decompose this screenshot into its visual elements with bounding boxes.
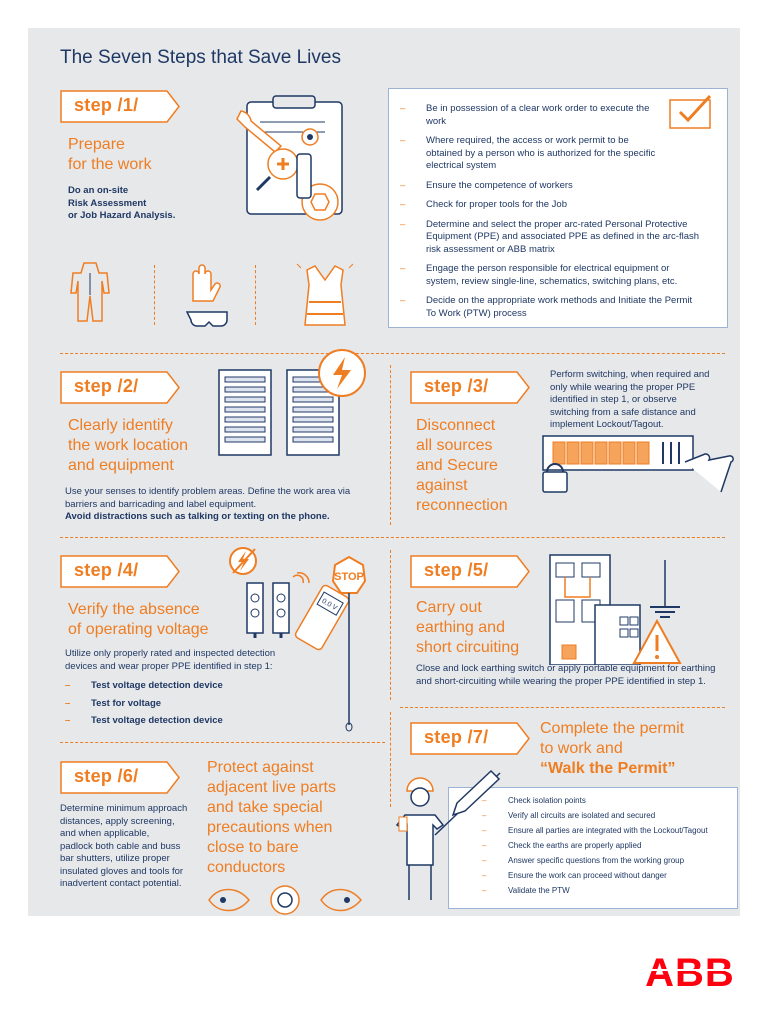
meter-readout: 0.0 V [320,597,339,613]
step1-subtext [68,185,175,223]
step4-heading [68,600,209,640]
step5-heading-line: short circuiting [416,639,520,656]
insulated-tools-illustration [205,880,365,920]
step1-subtext-line: or Job Hazard Analysis. [68,210,176,221]
section-divider [60,742,385,743]
step4-heading-line: Verify the absence [68,601,200,618]
abb-logo-text: ABB [645,951,735,992]
step2-heading-line: the work location [68,437,189,454]
step1-label: step /1/ [74,95,139,115]
section-divider [400,707,725,708]
checklist-item: – Verify all circuits are isolated and secured [482,811,732,821]
earthing-switchgear-illustration [540,545,690,665]
step2-body-bold: Avoid distractions such as talking or texting on the phone. [65,511,330,522]
step5-label: step /5/ [424,560,489,580]
step6-body-line: distances, apply screening, [60,815,175,827]
step6-body-line: and when applicable, [60,828,150,839]
step3-heading-line: Disconnect [416,417,496,434]
step6-label: step /6/ [74,766,139,786]
checklist-item: – Ensure all parties are integrated with the Lockout/Tagout [482,826,732,836]
checklist-item: – Decide on the appropriate work methods and Initiate the Permit To Work (PTW) process [400,295,700,320]
step1-heading-line: Prepare [68,136,125,153]
step4-tag [60,555,180,588]
ppe-divider [255,265,256,325]
checklist-item: – Ensure the work can proceed without danger [482,871,732,881]
step6-body-line: insulated gloves and tools for [60,865,184,877]
step4-body: Utilize only properly rated and inspected detection devices and wear proper PPE identified in step 1: [65,648,276,672]
checklist-item: – Determine and select the proper arc-rated Personal Protective Equipment (PPE) and associated PPE as defined in the arc-flash risk assessment or ABB matrix [400,219,700,257]
step3-heading-line: all sources [416,437,493,454]
checklist-item: – Validate the PTW [482,886,732,896]
step2-heading-line: Clearly identify [68,417,173,434]
step6-heading-line: Protect against [207,759,314,776]
column-divider [390,365,391,525]
abb-logo [640,950,740,992]
checklist-item: – Test for voltage [65,698,265,711]
step4-label: step /4/ [74,560,139,580]
checklist-item: – Ensure the competence of workers [400,180,700,193]
checklist-item: – Test voltage detection device [65,680,265,693]
checklist-item: – Check isolation points [482,796,732,806]
column-divider [390,712,391,807]
voltage-tester-illustration [225,543,380,733]
column-divider [390,550,391,700]
step3-body: Perform switching, when required and only while wearing the proper PPE identified in step 1, or observe switching from a safe distance and implement Lockout/Tagout. [550,369,710,430]
step2-heading-line: and equipment [68,457,174,474]
step1-checklist [400,103,700,320]
step6-heading [207,758,336,878]
checklist-item: – Where required, the access or work permit to be obtained by a person who is authorized for the specific electrical system [400,135,700,173]
switchgear-cabinets-illustration [215,345,375,460]
page-title: The Seven Steps that Save Lives [60,47,341,68]
step1-subtext-line: Do an on-site [68,185,129,196]
step3-heading-line: and Secure [416,457,498,474]
step7-heading [540,719,684,779]
step4-heading-line: of operating voltage [68,621,209,638]
checklist-item: – Check the earths are properly applied [482,841,732,851]
clipboard-tools-illustration [225,92,375,222]
step1-tag [60,90,180,123]
step7-tag [410,722,530,755]
step1-heading-line: for the work [68,156,152,173]
step7-heading-line: Complete the permit [540,720,685,737]
gloves-goggles-icon [185,262,233,332]
step7-label: step /7/ [424,727,489,747]
step5-heading [416,598,519,658]
step2-label: step /2/ [74,376,139,396]
section-divider [60,353,725,354]
checklist-item: – Check for proper tools for the Job [400,199,700,212]
step6-body-line: bar shutters, utilize proper [60,853,170,864]
checklist-item: – Engage the person responsible for electrical equipment or system, review single-line, schematics, switching plans, etc. [400,263,700,288]
step1-subtext-line: Risk Assessment [68,197,147,209]
step3-heading-line: against [416,477,468,494]
step6-heading-line: close to bare [207,839,299,856]
step3-tag [410,371,530,404]
step6-heading-line: conductors [207,859,286,876]
step6-body-line: inadvertent contact potential. [60,878,182,889]
ppe-coverall-icon [70,260,110,325]
step2-heading [68,416,188,476]
step6-heading-line: and take special [207,799,323,816]
step2-body-text: Use your senses to identify problem areas. Define the work area via barriers and barricading and label equipment. [65,486,351,510]
section-divider [60,537,725,538]
step5-tag [410,555,530,588]
step1-heading [68,135,152,175]
step3-heading-line: reconnection [416,497,508,514]
step7-heading-line: to work and [540,740,623,757]
checklist-item: – Test voltage detection device [65,715,265,728]
step5-heading-line: Carry out [416,599,482,616]
step2-tag [60,371,180,404]
step3-label: step /3/ [424,376,489,396]
step6-body-line: Determine minimum approach [60,803,188,814]
checklist-item: – Answer specific questions from the working group [482,856,732,866]
step3-heading [416,416,508,516]
step2-body [65,486,365,524]
step7-checklist [482,796,732,896]
step6-body [60,803,210,891]
step7-heading-bold: “Walk the Permit” [540,760,676,777]
step5-heading-line: earthing and [416,619,505,636]
step6-tag [60,761,180,794]
step6-heading-line: adjacent live parts [207,779,336,796]
step6-heading-line: precautions when [207,819,333,836]
checklist-item: – Be in possession of a clear work order to execute the work [400,103,700,128]
step6-body-line: padlock both cable and buss [60,840,181,852]
step5-body: Close and lock earthing switch or apply portable equipment for earthing and short-circuiting while wearing the proper PPE identified in step 1. [416,663,716,687]
stop-sign-text: STOP [334,571,364,583]
lockout-breaker-illustration [535,432,735,502]
safety-vest-icon [295,262,355,330]
ppe-divider [154,265,155,325]
